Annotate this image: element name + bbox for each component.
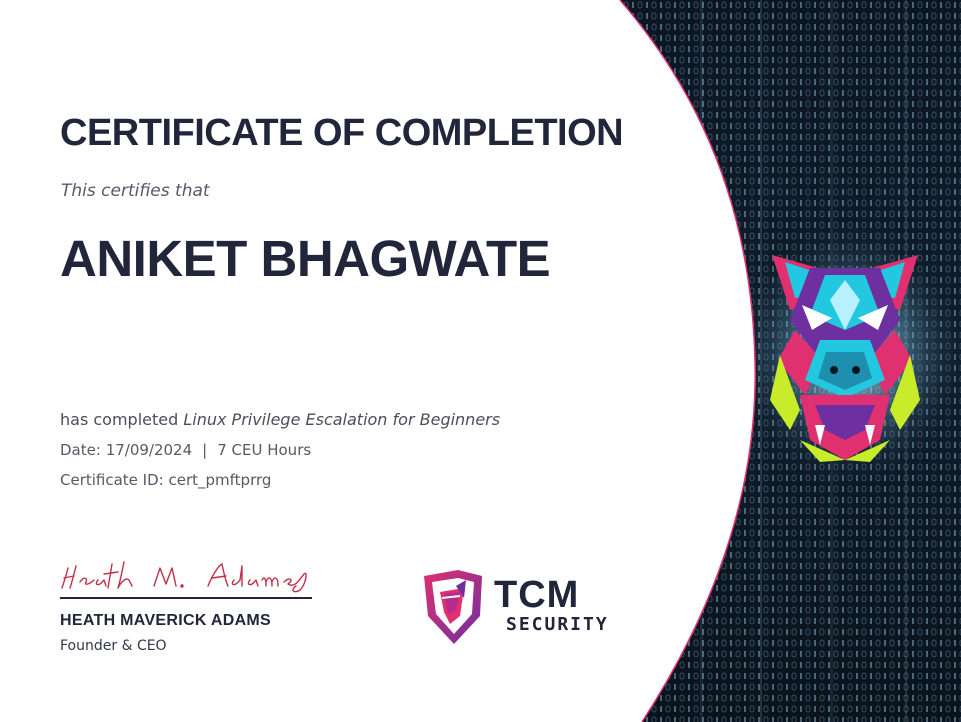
date-and-hours	[60, 441, 311, 459]
completion-date: 17/09/2024	[105, 441, 193, 459]
signatory-role: Founder & CEO	[60, 638, 167, 654]
logo-subtitle: SECURITY	[506, 614, 609, 635]
certificate-id-label: Certificate ID:	[60, 471, 164, 489]
signatory-name: HEATH MAVERICK ADAMS	[60, 612, 272, 629]
recipient-name: ANIKET BHAGWATE	[60, 230, 551, 287]
signature-line	[60, 597, 312, 599]
certificate-title: CERTIFICATE OF COMPLETION	[60, 112, 624, 154]
course-name: Linux Privilege Escalation for Beginners	[183, 410, 501, 429]
ceu-hours: 7 CEU Hours	[217, 441, 312, 459]
tcm-shield-icon	[420, 568, 492, 648]
date-label: Date:	[60, 441, 101, 459]
completion-statement	[60, 410, 500, 429]
meta-separator: |	[202, 441, 208, 459]
certificate-id: cert_pmftprrg	[168, 471, 272, 489]
signature-image	[58, 556, 313, 596]
logo-name: TCM	[494, 574, 580, 616]
completion-prefix: has completed	[60, 410, 184, 429]
certifies-text: This certifies that	[61, 181, 210, 201]
certificate-id-line	[60, 471, 271, 489]
